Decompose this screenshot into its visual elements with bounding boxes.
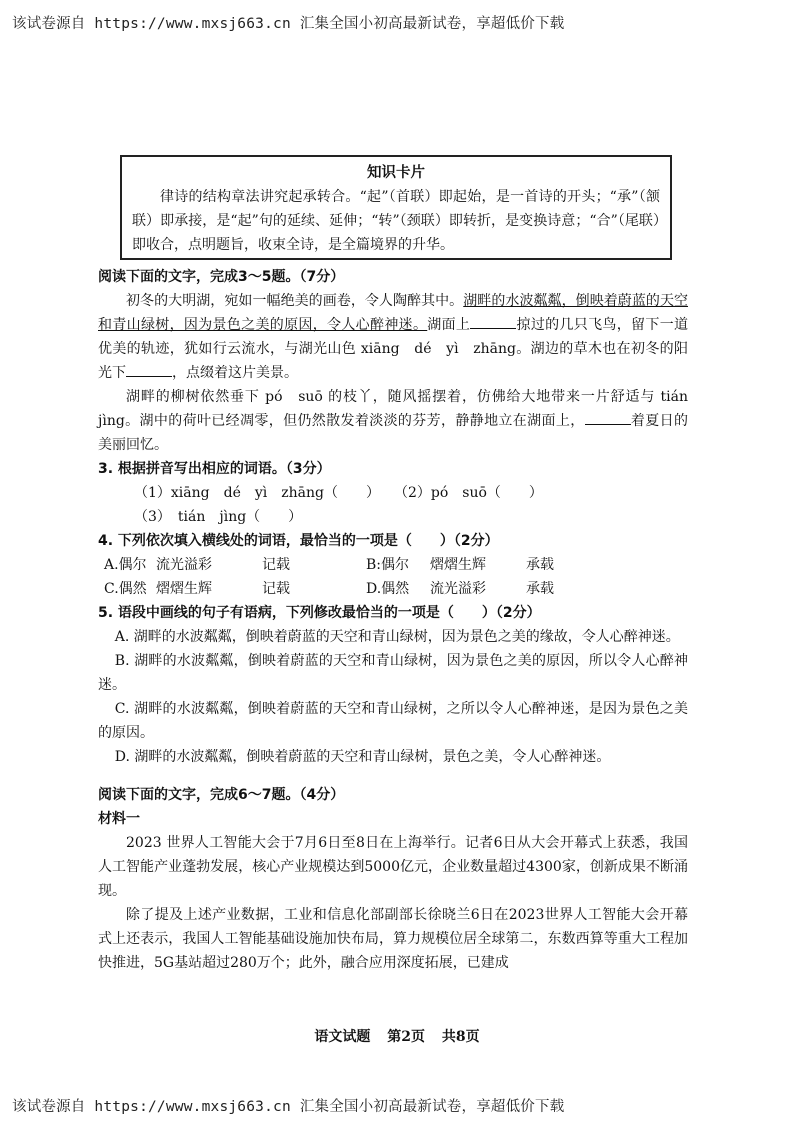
footer-total: 共8页 xyxy=(441,1029,480,1045)
underlined-sentence: 湖畔的水波粼粼，倒映着蔚蓝的天空和青山绿树，因为景色之美的原因，令人心醉神迷。 xyxy=(98,293,689,333)
question-3-row1 xyxy=(98,481,688,505)
q4-options-row-2: C.偶然 熠熠生辉 记载 D.偶然 流光溢彩 承载 xyxy=(98,577,688,601)
card-text: 律诗的结构章法讲究起承转合。“起”（首联）即起始，是一首诗的开头；“承”（颔联）即承接，是“起”句的延续、延伸；“转”（颈联）即转折，是变换诗意；“合”（尾联）即收合，点明题旨，收束全诗，是全篇境界的升华。 xyxy=(132,189,660,253)
question-3-row2 xyxy=(98,505,688,529)
question-5-stem: 5. 语段中画线的句子有语病，下列修改最恰当的一项是（ ）（2分） xyxy=(98,605,541,621)
knowledge-card xyxy=(120,155,672,260)
q5-option-a: A. 湖畔的水波粼粼，倒映着蔚蓝的天空和青山绿树，因为景色之美的缘故，令人心醉神迷。 xyxy=(114,629,680,645)
q5-option-d: D. 湖畔的水波粼粼，倒映着蔚蓝的天空和青山绿树，景色之美，令人心醉神迷。 xyxy=(114,749,611,765)
material-1-paragraph1: 2023 世界人工智能大会于7月6日至8日在上海举行。记者6日从大会开幕式上获悉，我国人工智能产业蓬勃发展，核心产业规模达到5000亿元，企业数量超过4300家，创新成果不断涌现。 xyxy=(98,835,688,899)
question-3-stem: 3. 根据拼音写出相应的词语。（3分） xyxy=(98,461,331,477)
material-1-label: 材料一 xyxy=(98,811,140,827)
passage1-paragraph1: 初冬的大明湖，宛如一幅绝美的画卷，令人陶醉其中。湖畔的水波粼粼，倒映着蔚蓝的天空和青山绿树，因为景色之美的原因，令人心醉神迷。湖面上 掠过的几只飞鸟，留下一道优美的轨迹，犹如行云流水，与湖光山色 xiāng dé yì zhāng。湖边的草木也在初冬的阳光下 ，点缀着这片美景。 xyxy=(98,293,689,381)
q5-option-c: C. 湖畔的水波粼粼，倒映着蔚蓝的天空和青山绿树，之所以令人心醉神迷，是因为景色之美的原因。 xyxy=(98,701,688,741)
source-banner-top: 该试卷源自 https://www.mxsj663.cn 汇集全国小初高最新试卷，享超低价下载 xyxy=(12,16,565,32)
q3-item-1: （1）xiāng dé yì zhāng（ ） xyxy=(134,485,380,501)
question-4-stem: 4. 下列依次填入横线处的词语，最恰当的一项是（ ）（2分） xyxy=(98,533,499,549)
source-banner-bottom: 该试卷源自 https://www.mxsj663.cn 汇集全国小初高最新试卷，享超低价下载 xyxy=(12,1099,565,1115)
fill-blank-3 xyxy=(585,410,631,425)
q4-option-b: B:偶尔 xyxy=(366,557,410,573)
section2-heading: 阅读下面的文字，完成6～7题。（4分） xyxy=(98,787,345,803)
exam-content xyxy=(98,265,688,975)
q4-option-a: A.偶尔 xyxy=(104,557,147,573)
footer-subject: 语文试题 xyxy=(314,1029,371,1045)
footer-page: 第2页 xyxy=(387,1029,425,1045)
q5-option-b: B. 湖畔的水波粼粼，倒映着蔚蓝的天空和青山绿树，因为景色之美的原因，所以令人心醉神迷。 xyxy=(98,653,688,693)
material-1-paragraph2: 除了提及上述产业数据，工业和信息化部副部长徐晓兰6日在2023世界人工智能大会开幕式上还表示，我国人工智能基础设施加快布局，算力规模位居全球第二，东数西算等重大工程加快推进，5G基站超过280万个；此外，融合应用深度拓展，已建成 xyxy=(98,907,688,971)
fill-blank-1 xyxy=(470,314,516,329)
passage1-paragraph2: 湖畔的柳树依然垂下 pó suō 的枝丫，随风摇摆着，仿佛给大地带来一片舒适与 tián jìng。湖中的荷叶已经凋零，但仍然散发着淡淡的芬芳，静静地立在湖面上， 着夏日的美丽回忆。 xyxy=(98,389,689,453)
q4-options-row-1: A.偶尔 流光溢彩 记载 B:偶尔 熠熠生辉 承载 xyxy=(98,553,688,577)
q4-option-d: D.偶然 xyxy=(366,581,410,597)
page-footer xyxy=(0,1026,794,1046)
card-title: 知识卡片 xyxy=(367,164,425,181)
fill-blank-2 xyxy=(126,362,172,377)
section1-heading: 阅读下面的文字，完成3～5题。（7分） xyxy=(98,269,345,285)
q3-item-2: （2）pó suō（ ） xyxy=(393,485,543,501)
q3-item-3: （3） tián jìng（ ） xyxy=(134,509,303,525)
q4-option-c: C.偶然 xyxy=(104,581,147,597)
